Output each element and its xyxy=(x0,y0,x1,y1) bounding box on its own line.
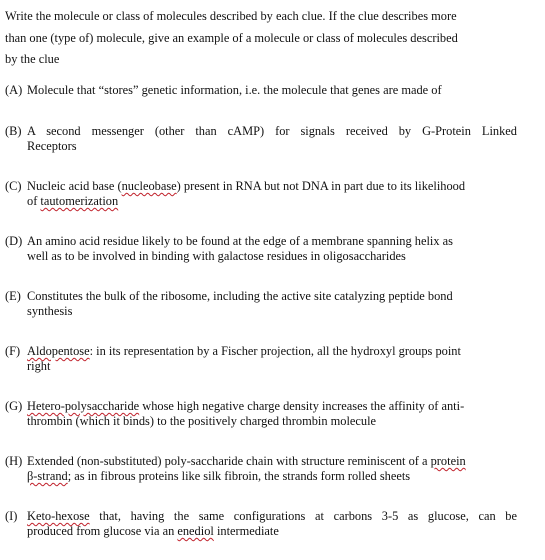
clue-g xyxy=(5,399,525,429)
spellcheck-flagged-word: Hetero-polysaccharide xyxy=(27,399,140,413)
clue-line xyxy=(27,304,525,319)
clue-line xyxy=(27,194,525,209)
clue-text-segment: ) present in RNA but not DNA in part due to its likelihood xyxy=(176,179,466,193)
instructions-line: Write the molecule or class of molecules described by each clue. If the clue describes more xyxy=(5,9,457,23)
clue-line xyxy=(27,289,525,304)
clue-text-segment: Extended (non-substituted) poly-saccharide chain with structure reminiscent of a xyxy=(27,454,431,468)
clue-text-segment: produced from glucose via an xyxy=(27,524,178,538)
instructions-line: by the clue xyxy=(5,52,60,66)
clue-line xyxy=(27,399,525,414)
spellcheck-flagged-word: nucleobase xyxy=(121,179,177,193)
clue-text xyxy=(27,509,517,539)
clue-text-segment: Nucleic acid base ( xyxy=(27,179,122,193)
clue-text xyxy=(27,124,517,154)
clue-text xyxy=(27,399,525,429)
instructions-paragraph xyxy=(5,6,525,71)
spellcheck-flagged-word: protein xyxy=(430,454,466,468)
clue-label: (A) xyxy=(5,83,23,97)
clue-line xyxy=(27,139,517,154)
clue-text xyxy=(27,234,525,264)
clue-text-segment: Constitutes the bulk of the ribosome, including the active site catalyzing peptide bond xyxy=(27,289,453,303)
clue-label: (G) xyxy=(5,399,23,413)
clue-line xyxy=(27,469,525,484)
clue-line xyxy=(27,179,525,194)
clue-label: (F) xyxy=(5,344,21,358)
clue-text-segment: An amino acid residue likely to be found at the edge of a membrane spanning helix as xyxy=(27,234,453,248)
clue-c xyxy=(5,179,525,209)
clue-text-segment: of xyxy=(27,194,41,208)
clue-text-segment: thrombin (which it binds) to the positively charged thrombin molecule xyxy=(27,414,377,428)
spellcheck-flagged-word: Keto-hexose xyxy=(27,509,90,523)
clue-text-segment: well as to be involved in binding with galactose residues in oligosaccharides xyxy=(27,249,406,263)
clue-line xyxy=(27,234,525,249)
clue-f xyxy=(5,344,525,374)
clue-text xyxy=(27,289,525,319)
spellcheck-flagged-word: Aldopentose xyxy=(27,344,90,358)
clue-label: (D) xyxy=(5,234,23,248)
clue-a xyxy=(5,83,525,98)
clue-i xyxy=(5,509,517,539)
clue-label: (H) xyxy=(5,454,23,468)
clue-line xyxy=(27,344,525,359)
clue-b xyxy=(5,124,517,154)
clue-text-segment: whose high negative charge density increases the affinity of anti- xyxy=(139,399,465,413)
clue-text-segment: intermediate xyxy=(213,524,279,538)
clue-text-segment: ; as in fibrous proteins like silk fibroin, the strands form rolled sheets xyxy=(67,469,411,483)
clue-h xyxy=(5,454,525,484)
clue-e xyxy=(5,289,525,319)
clue-line xyxy=(27,454,525,469)
clue-text xyxy=(27,179,525,209)
clue-line xyxy=(27,524,517,539)
clue-text-segment: right xyxy=(27,359,51,373)
clue-text-segment: Receptors xyxy=(27,139,77,153)
clue-line xyxy=(27,249,525,264)
clue-text xyxy=(27,344,525,374)
clue-text-segment: Molecule that “stores” genetic information, i.e. the molecule that genes are made of xyxy=(27,83,442,97)
clue-text xyxy=(27,454,525,484)
clue-label: (I) xyxy=(5,509,18,523)
clue-text-segment: synthesis xyxy=(27,304,73,318)
spellcheck-flagged-word: enediol xyxy=(177,524,214,538)
clue-text-segment: A second messenger (other than cAMP) for signals received by G-Protein Linked xyxy=(27,124,517,138)
instructions-line: than one (type of) molecule, give an example of a molecule or class of molecules described xyxy=(5,30,458,45)
clue-text xyxy=(27,83,525,98)
clue-label: (C) xyxy=(5,179,22,193)
clue-text-segment: that, having the same configurations at carbons 3-5 as glucose, can be xyxy=(89,509,517,523)
clue-line xyxy=(27,124,517,139)
clue-line xyxy=(27,83,525,98)
clue-label: (E) xyxy=(5,289,21,303)
spellcheck-flagged-word: tautomerization xyxy=(40,194,119,208)
clue-d xyxy=(5,234,525,264)
clue-line xyxy=(27,359,525,374)
clue-line xyxy=(27,414,525,429)
spellcheck-flagged-word: β-strand xyxy=(27,469,68,483)
clue-label: (B) xyxy=(5,124,22,138)
clue-line xyxy=(27,509,517,524)
clue-text-segment: : in its representation by a Fischer projection, all the hydroxyl groups point xyxy=(89,344,461,358)
